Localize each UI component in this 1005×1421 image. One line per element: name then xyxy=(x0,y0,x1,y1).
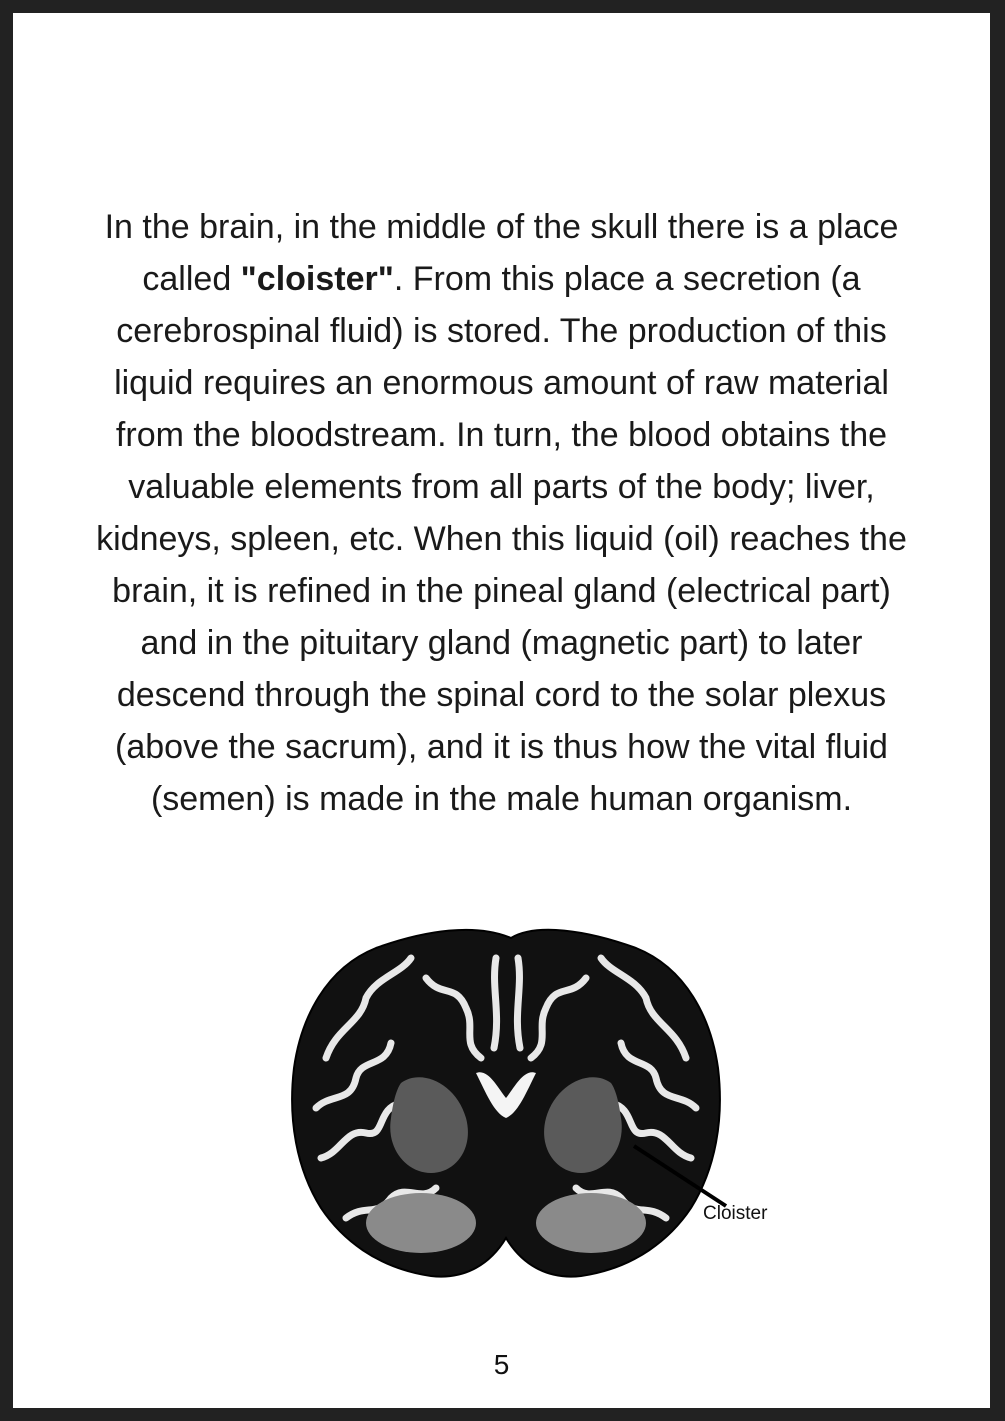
document-page xyxy=(13,13,990,1408)
brain-coronal-section-figure xyxy=(226,918,786,1298)
paragraph-intro: In the brain, in the middle of the skull there is a place called xyxy=(104,208,899,298)
left-temporal-lobe xyxy=(366,1193,476,1253)
paragraph-rest: . From this place a secretion (a cerebrospinal fluid) is stored. The production of this liquid requires an enormous amount of raw material from the bloodstream. In turn, the blood obtains the valuable elements from all parts of the body; liver, kidneys, spleen, etc. When this liquid (oil) reaches the brain, it is refined in the pineal gland (electrical part) and in the pituitary gland (magnetic part) to later descend through the spinal cord to the solar plexus (above the sacrum), and it is thus how the vital fluid (semen) is made in the male human organism. xyxy=(96,260,907,818)
brain-illustration xyxy=(226,918,786,1298)
paragraph-bold-term: "cloister" xyxy=(240,260,394,298)
right-temporal-lobe xyxy=(536,1193,646,1253)
cloister-label: Cloister xyxy=(703,1203,768,1224)
page-number: 5 xyxy=(493,1349,510,1380)
body-paragraph xyxy=(81,201,922,825)
